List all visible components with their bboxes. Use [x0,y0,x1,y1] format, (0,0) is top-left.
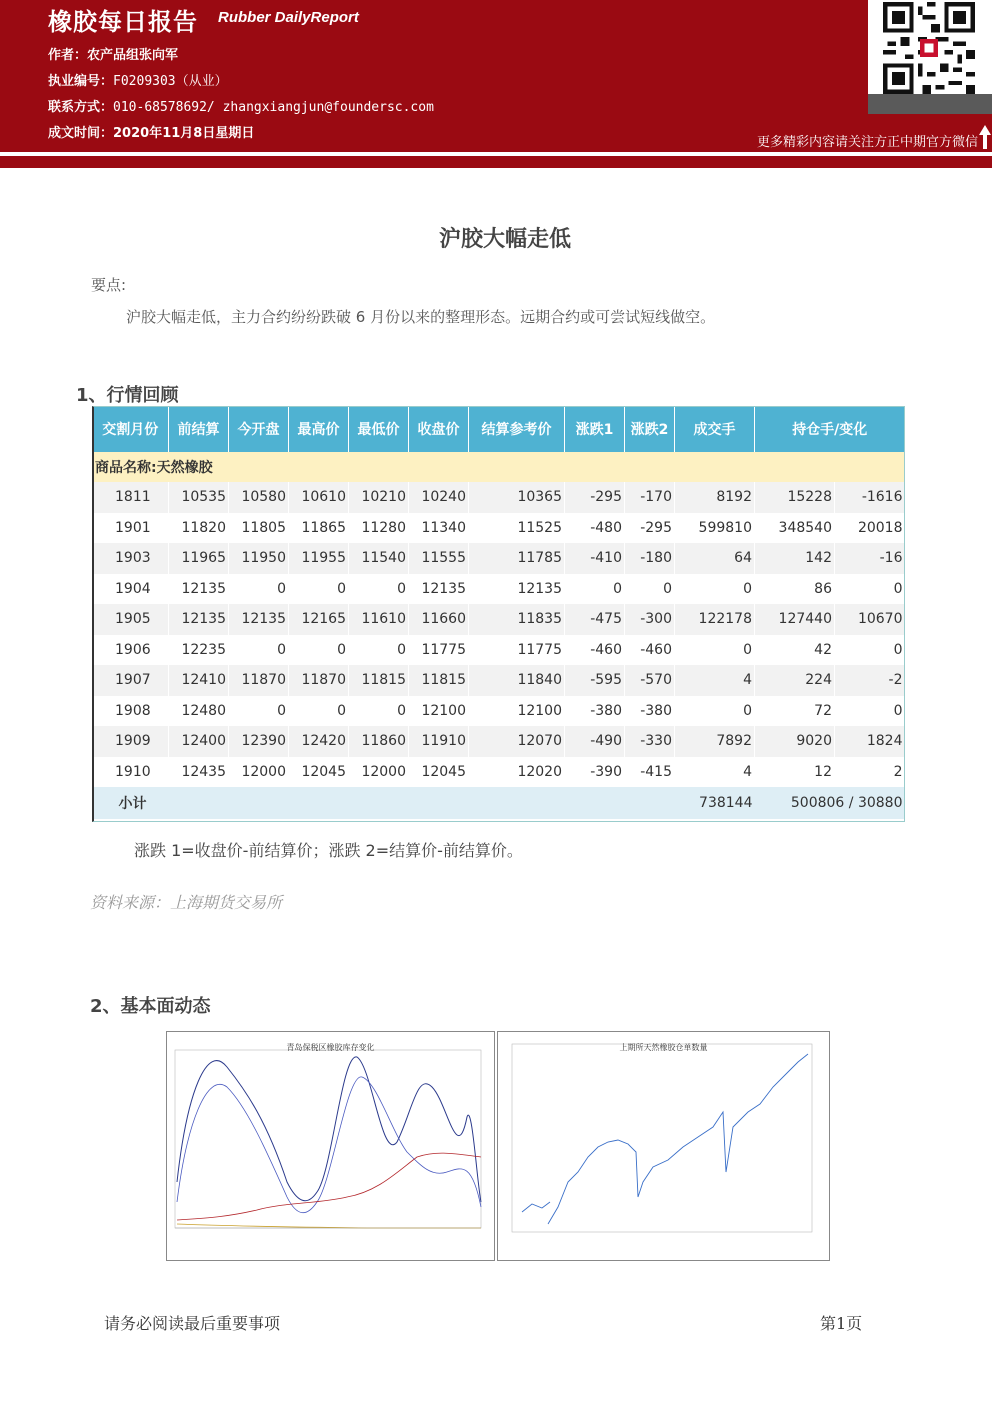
table-cell: 599810 [675,513,755,544]
chart2-svg [498,1032,831,1262]
table-cell: 0 [349,574,409,605]
col-header: 持仓手/变化 [755,406,905,452]
col-header: 前结算 [169,406,229,452]
table-cell: 11870 [229,665,289,696]
table-cell: 8192 [675,482,755,513]
chart-shfe-warrants [497,1031,830,1261]
table-cell: 64 [675,543,755,574]
table-cell: 11660 [409,604,469,635]
qr-caption-bar [868,94,992,114]
table-cell: 11870 [289,665,349,696]
table-cell: 12020 [469,757,565,788]
table-header-row [93,406,905,452]
report-title: 橡胶每日报告 [48,8,198,36]
table-cell: 12135 [169,604,229,635]
table-cell: -460 [625,635,675,666]
col-header: 最低价 [349,406,409,452]
col-header: 最高价 [289,406,349,452]
table-cell: 1903 [93,543,169,574]
table-cell: -295 [625,513,675,544]
total-volume: 738144 [675,787,755,819]
table-cell: 11955 [289,543,349,574]
table-cell: -460 [565,635,625,666]
table-cell: 12000 [349,757,409,788]
table-cell: 1901 [93,513,169,544]
table-cell: 9020 [755,726,835,757]
total-label: 小计 [93,787,675,819]
col-header: 收盘价 [409,406,469,452]
table-row [93,696,905,727]
table-cell: 11865 [289,513,349,544]
table-cell: 0 [229,574,289,605]
table-cell: 11525 [469,513,565,544]
table-cell: 11775 [469,635,565,666]
category-row [93,452,905,482]
table-cell: 10210 [349,482,409,513]
table-row [93,604,905,635]
table-cell: 12045 [289,757,349,788]
total-open-interest: 500806 / 30880 [755,787,905,819]
table-cell: 11950 [229,543,289,574]
chart1-plot-area [175,1050,481,1228]
table-cell: 12135 [469,574,565,605]
table-cell: 1908 [93,696,169,727]
table-cell: 12000 [229,757,289,788]
table-cell: 0 [289,635,349,666]
table-cell: -380 [625,696,675,727]
table-cell: 348540 [755,513,835,544]
table-cell: 11815 [409,665,469,696]
table-note: 涨跌 1=收盘价-前结算价；涨跌 2=结算价-前结算价。 [134,841,523,860]
table-cell: 12235 [169,635,229,666]
header-bottom-band [0,156,992,168]
col-header: 涨跌2 [625,406,675,452]
table-cell: 11280 [349,513,409,544]
table-cell: 0 [835,696,905,727]
chart1-series-d [177,1224,481,1228]
chart2-title: 上期所天然橡胶仓单数量 [619,1043,708,1052]
table-cell: 1907 [93,665,169,696]
arrow-up-icon [978,123,992,151]
table-cell: 11840 [469,665,565,696]
table-cell: 12480 [169,696,229,727]
table-cell: 11965 [169,543,229,574]
table-row [93,513,905,544]
table-cell: 12045 [409,757,469,788]
table-cell: 0 [625,574,675,605]
table-cell: 1909 [93,726,169,757]
category-label: 商品名称:天然橡胶 [93,452,905,482]
table-cell: -330 [625,726,675,757]
col-header: 涨跌1 [565,406,625,452]
table-cell: 0 [835,574,905,605]
table-cell: 0 [349,635,409,666]
table-cell: 12100 [469,696,565,727]
table-cell: 10670 [835,604,905,635]
table-cell: -300 [625,604,675,635]
contact-line: 联系方式：010-68578692/ zhangxiangjun@foundersc.com [48,100,434,115]
table-cell: 1904 [93,574,169,605]
table-cell: 11815 [349,665,409,696]
table-cell: -170 [625,482,675,513]
table-cell: 10240 [409,482,469,513]
key-points-text: 沪胶大幅走低，主力合约纷纷跌破 6 月份以来的整理形态。远期合约或可尝试短线做空。 [126,308,716,326]
table-cell: 4 [675,757,755,788]
table-cell: 20018 [835,513,905,544]
table-cell: 11340 [409,513,469,544]
total-row [93,787,905,819]
table-cell: 1905 [93,604,169,635]
table-cell: 0 [675,635,755,666]
table-cell: 1910 [93,757,169,788]
table-cell: 0 [289,574,349,605]
footer-disclaimer: 请务必阅读最后重要事项 [104,1314,281,1333]
table-cell: 15228 [755,482,835,513]
table-row [93,543,905,574]
table-cell: 7892 [675,726,755,757]
table-cell: 10535 [169,482,229,513]
table-cell: 12165 [289,604,349,635]
section-market-review: 1、行情回顾 [76,385,179,406]
table-cell: 0 [675,696,755,727]
author-line: 作者：农产品组张向军 [48,48,179,63]
table-row [93,757,905,788]
wechat-follow-text: 更多精彩内容请关注方正中期官方微信 [756,135,978,150]
table-cell: 11910 [409,726,469,757]
table-cell: 11540 [349,543,409,574]
table-cell: -415 [625,757,675,788]
market-table [92,406,905,819]
table-cell: -390 [565,757,625,788]
table-cell: 224 [755,665,835,696]
table-cell: 11805 [229,513,289,544]
page-number: 第1页 [820,1314,863,1333]
data-source: 资料来源：上海期货交易所 [90,893,283,912]
table-cell: 2 [835,757,905,788]
table-cell: 12135 [229,604,289,635]
table-cell: 12390 [229,726,289,757]
table-row [93,665,905,696]
qr-code-panel [868,0,992,114]
table-row [93,574,905,605]
table-cell: 12100 [409,696,469,727]
table-cell: 0 [229,635,289,666]
table-cell: -480 [565,513,625,544]
chart1-series-c [177,1153,481,1220]
table-cell: -180 [625,543,675,574]
table-cell: -490 [565,726,625,757]
table-cell: -410 [565,543,625,574]
key-points-label: 要点: [91,276,127,294]
table-cell: -380 [565,696,625,727]
chart2-series-warrants [522,1054,808,1224]
col-header: 结算参考价 [469,406,565,452]
col-header: 成交手 [675,406,755,452]
table-cell: 11775 [409,635,469,666]
table-cell: 4 [675,665,755,696]
chart1-title: 青岛保税区橡胶库存变化 [286,1043,375,1052]
chart2-plot-area [512,1044,812,1232]
table-row [93,726,905,757]
table-row [93,482,905,513]
table-cell: 12070 [469,726,565,757]
table-cell: 0 [229,696,289,727]
table-cell: 12135 [409,574,469,605]
table-cell: 12 [755,757,835,788]
table-cell: 11785 [469,543,565,574]
table-cell: -570 [625,665,675,696]
table-cell: 1824 [835,726,905,757]
table-cell: 12410 [169,665,229,696]
report-title-en: Rubber DailyReport [218,9,359,26]
table-cell: -1616 [835,482,905,513]
table-cell: 11820 [169,513,229,544]
table-cell: 11610 [349,604,409,635]
table-cell: 12400 [169,726,229,757]
chart-qingdao-inventory [166,1031,495,1261]
table-cell: 127440 [755,604,835,635]
table-cell: 1906 [93,635,169,666]
table-row [93,635,905,666]
qr-code-icon [876,2,982,94]
table-cell: -2 [835,665,905,696]
table-cell: -295 [565,482,625,513]
table-cell: 0 [675,574,755,605]
table-cell: 12420 [289,726,349,757]
table-cell: 142 [755,543,835,574]
table-cell: 12135 [169,574,229,605]
table-cell: 72 [755,696,835,727]
section-fundamentals: 2、基本面动态 [90,996,211,1017]
table-cell: 10610 [289,482,349,513]
license-line: 执业编号：F0209303（从业） [48,74,228,89]
chart1-svg [167,1032,496,1262]
table-cell: 42 [755,635,835,666]
table-cell: 0 [289,696,349,727]
table-cell: 86 [755,574,835,605]
table-cell: 122178 [675,604,755,635]
table-cell: 11555 [409,543,469,574]
chart1-series-a [177,1057,481,1202]
col-header: 交割月份 [93,406,169,452]
table-cell: 12435 [169,757,229,788]
chart1-series-b [177,1077,481,1213]
col-header: 今开盘 [229,406,289,452]
table-cell: -475 [565,604,625,635]
table-cell: -595 [565,665,625,696]
table-cell: 11835 [469,604,565,635]
table-cell: 1811 [93,482,169,513]
table-cell: 10580 [229,482,289,513]
page-title: 沪胶大幅走低 [438,227,571,252]
table-cell: 10365 [469,482,565,513]
table-cell: 0 [349,696,409,727]
date-line: 成文时间：2020年11月8日星期日 [48,126,255,141]
table-cell: -16 [835,543,905,574]
table-cell: 0 [565,574,625,605]
table-cell: 0 [835,635,905,666]
table-cell: 11860 [349,726,409,757]
